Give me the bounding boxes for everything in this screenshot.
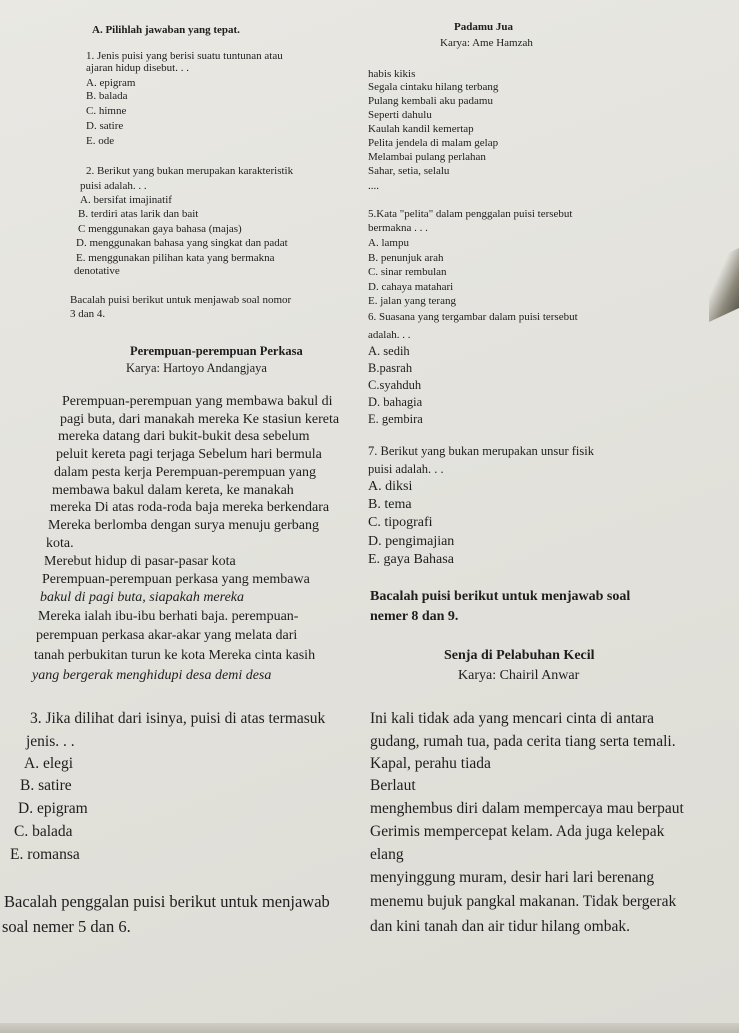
- poem2-line: habis kikis: [368, 68, 416, 80]
- q2-option-c: C menggunakan gaya bahasa (majas): [78, 223, 242, 235]
- q3-option-a: A. elegi: [24, 755, 74, 772]
- poem2-line: Pulang kembali aku padamu: [368, 95, 493, 107]
- q5-option-d: D. cahaya matahari: [368, 281, 454, 293]
- poem1-line: membawa bakul dalam kereta, ke manakah: [52, 483, 294, 498]
- poem1-line: perempuan perkasa akar-akar yang melata dari: [36, 628, 298, 643]
- page-bottom-edge: [0, 1023, 739, 1033]
- q5-stem-line1: 5.Kata "pelita" dalam penggalan puisi tersebut: [368, 208, 573, 220]
- poem1-line: pagi buta, dari manakah mereka Ke stasiun kereta: [60, 412, 340, 427]
- poem1-author: Karya: Hartoyo Andangjaya: [126, 361, 267, 375]
- poem2-line: Seperti dahulu: [368, 109, 432, 121]
- poem3-line: menemu bujuk pangkal makanan. Tidak bergerak: [370, 893, 677, 910]
- q3-stem-line2: jenis. . .: [26, 733, 75, 750]
- poem2-line: Sahar, setia, selalu: [368, 165, 450, 177]
- q2-option-b: B. terdiri atas larik dan bait: [78, 208, 199, 220]
- q3-option-b: B. satire: [20, 777, 72, 794]
- q3-stem-line1: 3. Jika dilihat dari isinya, puisi di atas termasuk: [30, 710, 326, 727]
- q7-option-a: A. diksi: [368, 479, 413, 494]
- poem1-line: Merebut hidup di pasar-pasar kota: [44, 554, 236, 569]
- poem1-line: yang bergerak menghidupi desa demi desa: [32, 668, 272, 683]
- q1-option-a: A. epigram: [86, 77, 136, 89]
- q7-option-d: D. pengimajian: [368, 534, 455, 549]
- q2-stem-line2: puisi adalah. . .: [80, 180, 147, 192]
- q6-option-a: A. sedih: [368, 344, 410, 358]
- q1-option-d: D. satire: [86, 120, 124, 132]
- poem1-line: peluit kereta pagi terjaga Sebelum hari bermula: [56, 447, 322, 462]
- q2-stem-line1: 2. Berikut yang bukan merupakan karakteristik: [86, 165, 294, 177]
- poem3-title: Senja di Pelabuhan Kecil: [444, 648, 595, 663]
- poem3-author: Karya: Chairil Anwar: [458, 668, 580, 683]
- q2-option-d: D. menggunakan bahasa yang singkat dan padat: [76, 237, 288, 249]
- q7-option-c: C. tipografi: [368, 515, 433, 530]
- q1-stem-line2: ajaran hidup disebut. . .: [86, 62, 189, 74]
- poem2-author: Karya: Ame Hamzah: [440, 37, 533, 49]
- poem1-line: Mereka berlomba dengan surya menuju gerbang: [48, 518, 319, 533]
- poem1-line: Perempuan-perempuan yang membawa bakul di: [62, 394, 333, 409]
- poem1-line: bakul di pagi buta, siapakah mereka: [40, 590, 245, 605]
- poem3-line: elang: [370, 846, 404, 863]
- q6-option-e: E. gembira: [368, 412, 423, 426]
- q1-option-e: E. ode: [86, 135, 115, 147]
- q3-option-c: C. balada: [14, 823, 73, 840]
- poem3-line: Gerimis mempercepat kelam. Ada juga kelepak: [370, 823, 665, 840]
- section-instruction: A. Pilihlah jawaban yang tepat.: [92, 24, 240, 36]
- q6-stem-line2: adalah. . .: [368, 329, 411, 341]
- poem3-line: dan kini tanah dan air tidur hilang ombak.: [370, 918, 630, 935]
- q7-option-e: E. gaya Bahasa: [368, 552, 454, 567]
- poem1-title: Perempuan-perempuan Perkasa: [130, 344, 303, 358]
- q1-option-b: B. balada: [86, 90, 128, 102]
- intro-3-4-line1: Bacalah puisi berikut untuk menjawab soal nomor: [70, 294, 292, 306]
- intro-8-9-line1: Bacalah puisi berikut untuk menjawab soal: [370, 589, 631, 604]
- poem1-line: kota.: [46, 536, 74, 551]
- q5-option-e: E. jalan yang terang: [368, 295, 456, 307]
- poem1-line: mereka Di atas roda-roda baja mereka berkendara: [50, 500, 330, 515]
- q1-stem-line1: 1. Jenis puisi yang berisi suatu tuntunan atau: [86, 50, 283, 62]
- q6-option-d: D. bahagia: [368, 395, 423, 409]
- poem1-line: mereka datang dari bukit-bukit desa sebelum: [58, 429, 310, 444]
- poem3-line: gudang, rumah tua, pada cerita tiang serta temali.: [370, 733, 676, 750]
- intro-3-4-line2: 3 dan 4.: [70, 308, 106, 320]
- poem2-line: Kaulah kandil kemertap: [368, 123, 474, 135]
- q6-option-c: C.syahduh: [368, 378, 422, 392]
- page-shadow: [709, 248, 739, 322]
- intro-5-6-line1: Bacalah penggalan puisi berikut untuk menjawab: [4, 892, 330, 911]
- q6-option-b: B.pasrah: [368, 361, 413, 375]
- poem3-line: menyinggung muram, desir hari lari berenang: [370, 869, 655, 886]
- poem1-line: tanah perbukitan turun ke kota Mereka cinta kasih: [34, 648, 316, 663]
- poem2-line: Segala cintaku hilang terbang: [368, 81, 499, 93]
- q3-option-e: E. romansa: [10, 846, 80, 863]
- poem3-line: menghembus diri dalam mempercaya mau berpaut: [370, 800, 684, 817]
- poem3-line: Kapal, perahu tiada: [370, 755, 491, 772]
- q2-option-a: A. bersifat imajinatif: [80, 194, 172, 206]
- poem2-ellipsis: ....: [368, 180, 379, 192]
- intro-5-6-line2: soal nemer 5 dan 6.: [2, 917, 131, 936]
- q2-option-e-cont: denotative: [74, 265, 120, 277]
- q6-stem-line1: 6. Suasana yang tergambar dalam puisi tersebut: [368, 311, 578, 323]
- q5-option-a: A. lampu: [368, 237, 409, 249]
- poem2-line: Melambai pulang perlahan: [368, 151, 486, 163]
- poem1-line: Mereka ialah ibu-ibu berhati baja. perempuan-: [38, 609, 299, 624]
- poem2-line: Pelita jendela di malam gelap: [368, 137, 499, 149]
- poem3-line: Berlaut: [370, 777, 416, 794]
- q3-option-d: D. epigram: [18, 800, 88, 817]
- q5-option-c: C. sinar rembulan: [368, 266, 447, 278]
- poem1-line: Perempuan-perempuan perkasa yang membawa: [42, 572, 310, 587]
- q7-stem-line2: puisi adalah. . .: [368, 462, 444, 476]
- poem3-line: Ini kali tidak ada yang mencari cinta di antara: [370, 710, 655, 727]
- q1-option-c: C. himne: [86, 105, 127, 117]
- q5-stem-line2: bermakna . . .: [368, 222, 428, 234]
- q5-option-b: B. penunjuk arah: [368, 252, 444, 264]
- q2-option-e: E. menggunakan pilihan kata yang bermakna: [76, 252, 275, 264]
- poem1-line: dalam pesta kerja Perempuan-perempuan yang: [54, 465, 317, 480]
- q7-option-b: B. tema: [368, 497, 412, 512]
- q7-stem-line1: 7. Berikut yang bukan merupakan unsur fisik: [368, 444, 594, 458]
- intro-8-9-line2: nemer 8 dan 9.: [370, 609, 459, 624]
- poem2-title: Padamu Jua: [454, 21, 513, 33]
